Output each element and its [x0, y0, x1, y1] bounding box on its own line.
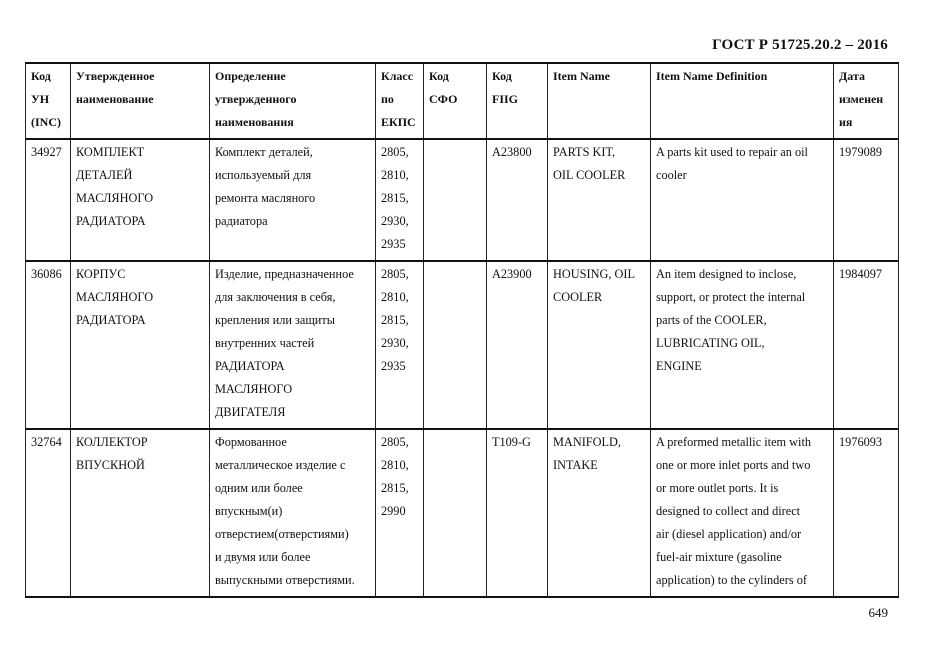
- cell-item-name: [548, 261, 651, 429]
- cell-definition: [210, 429, 376, 597]
- cell-line: parts of the COOLER,: [656, 313, 767, 327]
- cell-line: Код: [31, 69, 51, 83]
- cell-code-un: 34927: [26, 139, 71, 261]
- cell-class-ekps: [376, 429, 424, 597]
- cell-line: 2810,: [381, 458, 409, 472]
- cell-line: ВПУСКНОЙ: [76, 458, 145, 472]
- cell-line: используемый для: [215, 168, 312, 182]
- cell-line: Утвержденное: [76, 69, 155, 83]
- header-row: [26, 63, 899, 139]
- header-code-fiig: [487, 63, 548, 139]
- cell-line: 2930,: [381, 336, 409, 350]
- cell-line: одним или более: [215, 481, 303, 495]
- table-header: [26, 63, 899, 139]
- cell-code-fiig: A23900: [487, 261, 548, 429]
- cell-line: 2990: [381, 504, 406, 518]
- cell-line: КОЛЛЕКТОР: [76, 435, 148, 449]
- cell-code-fiig: T109-G: [487, 429, 548, 597]
- cell-line: 2815,: [381, 481, 409, 495]
- cell-line: INTAKE: [553, 458, 598, 472]
- cell-line: ДЕТАЛЕЙ: [76, 168, 133, 182]
- cell-line: для заключения в себя,: [215, 290, 336, 304]
- cell-line: впускным(и): [215, 504, 283, 518]
- cell-line: cooler: [656, 168, 687, 182]
- cell-line: 2805,: [381, 267, 409, 281]
- cell-line: PARTS KIT,: [553, 145, 616, 159]
- cell-line: OIL COOLER: [553, 168, 626, 182]
- header-item-name-definition: [651, 63, 834, 139]
- cell-line: ЕКПС: [381, 115, 416, 129]
- cell-item-name-definition: [651, 261, 834, 429]
- cell-line: РАДИАТОРА: [76, 214, 146, 228]
- cell-item-name-definition: [651, 139, 834, 261]
- cell-line: изменен: [839, 92, 884, 106]
- cell-approved-name: [71, 429, 210, 597]
- cell-line: металлическое изделие с: [215, 458, 346, 472]
- cell-change-date: 1979089: [834, 139, 899, 261]
- cell-line: выпускными отверстиями.: [215, 573, 355, 587]
- cell-code-sfo: [424, 139, 487, 261]
- cell-line: утвержденного: [215, 92, 297, 106]
- cell-line: 2935: [381, 359, 406, 373]
- cell-line: application) to the cylinders of: [656, 573, 807, 587]
- cell-definition: [210, 261, 376, 429]
- cell-line: Комплект деталей,: [215, 145, 313, 159]
- cell-line: 2935: [381, 237, 406, 251]
- cell-line: Item Name Definition: [656, 69, 768, 83]
- cell-line: МАСЛЯНОГО: [76, 191, 154, 205]
- cell-line: крепления или защиты: [215, 313, 336, 327]
- cell-change-date: 1984097: [834, 261, 899, 429]
- cell-line: УН: [31, 92, 50, 106]
- cell-line: наименование: [76, 92, 154, 106]
- cell-line: по: [381, 92, 394, 106]
- cell-approved-name: [71, 139, 210, 261]
- cell-line: Определение: [215, 69, 286, 83]
- cell-line: An item designed to inclose,: [656, 267, 797, 281]
- cell-line: отверстием(отверстиями): [215, 527, 349, 541]
- cell-line: и двумя или более: [215, 550, 311, 564]
- cell-code-un: 36086: [26, 261, 71, 429]
- header-change-date: [834, 63, 899, 139]
- cell-line: Код: [492, 69, 512, 83]
- cell-line: ия: [839, 115, 853, 129]
- cell-line: радиатора: [215, 214, 268, 228]
- cell-approved-name: [71, 261, 210, 429]
- cell-line: air (diesel application) and/or: [656, 527, 802, 541]
- cell-line: Код: [429, 69, 449, 83]
- table-row: [26, 261, 899, 429]
- cell-line: FIIG: [492, 92, 519, 106]
- cell-line: COOLER: [553, 290, 603, 304]
- cell-line: внутренних частей: [215, 336, 315, 350]
- cell-line: A parts kit used to repair an oil: [656, 145, 808, 159]
- cell-code-un: 32764: [26, 429, 71, 597]
- cell-line: Item Name: [553, 69, 610, 83]
- cell-code-sfo: [424, 261, 487, 429]
- cell-line: МАСЛЯНОГО: [76, 290, 154, 304]
- cell-line: ДВИГАТЕЛЯ: [215, 405, 286, 419]
- cell-line: 2805,: [381, 145, 409, 159]
- cell-line: КОМПЛЕКТ: [76, 145, 145, 159]
- header-item-name: [548, 63, 651, 139]
- cell-item-name: [548, 429, 651, 597]
- cell-line: A preformed metallic item with: [656, 435, 812, 449]
- header-approved-name: [71, 63, 210, 139]
- cell-item-name-definition: [651, 429, 834, 597]
- cell-line: or more outlet ports. It is: [656, 481, 779, 495]
- classification-table: [25, 62, 899, 598]
- cell-line: support, or protect the internal: [656, 290, 806, 304]
- cell-line: РАДИАТОРА: [76, 313, 146, 327]
- cell-line: 2805,: [381, 435, 409, 449]
- header-code-un: [26, 63, 71, 139]
- cell-class-ekps: [376, 139, 424, 261]
- cell-line: 2810,: [381, 290, 409, 304]
- cell-line: HOUSING, OIL: [553, 267, 635, 281]
- header-class-ekps: [376, 63, 424, 139]
- cell-line: one or more inlet ports and two: [656, 458, 811, 472]
- cell-line: Дата: [839, 69, 865, 83]
- document-standard-id: ГОСТ Р 51725.20.2 – 2016: [712, 37, 888, 53]
- cell-line: СФО: [429, 92, 458, 106]
- cell-code-sfo: [424, 429, 487, 597]
- table-row: [26, 139, 899, 261]
- cell-line: КОРПУС: [76, 267, 126, 281]
- cell-line: MANIFOLD,: [553, 435, 621, 449]
- cell-code-fiig: A23800: [487, 139, 548, 261]
- cell-line: (INC): [31, 115, 61, 129]
- cell-line: ENGINE: [656, 359, 702, 373]
- table-row: [26, 429, 899, 597]
- cell-class-ekps: [376, 261, 424, 429]
- page-number: 649: [868, 605, 888, 620]
- cell-line: LUBRICATING OIL,: [656, 336, 765, 350]
- cell-line: 2930,: [381, 214, 409, 228]
- cell-line: Формованное: [215, 435, 287, 449]
- cell-line: 2815,: [381, 313, 409, 327]
- cell-item-name: [548, 139, 651, 261]
- cell-line: наименования: [215, 115, 294, 129]
- header-definition: [210, 63, 376, 139]
- cell-line: designed to collect and direct: [656, 504, 801, 518]
- cell-line: 2815,: [381, 191, 409, 205]
- cell-change-date: 1976093: [834, 429, 899, 597]
- table-body: [26, 139, 899, 597]
- cell-line: РАДИАТОРА: [215, 359, 285, 373]
- cell-line: fuel-air mixture (gasoline: [656, 550, 782, 564]
- cell-line: 2810,: [381, 168, 409, 182]
- cell-line: МАСЛЯНОГО: [215, 382, 293, 396]
- cell-line: Изделие, предназначенное: [215, 267, 354, 281]
- header-code-sfo: [424, 63, 487, 139]
- cell-line: ремонта масляного: [215, 191, 316, 205]
- cell-line: Класс: [381, 69, 414, 83]
- cell-definition: [210, 139, 376, 261]
